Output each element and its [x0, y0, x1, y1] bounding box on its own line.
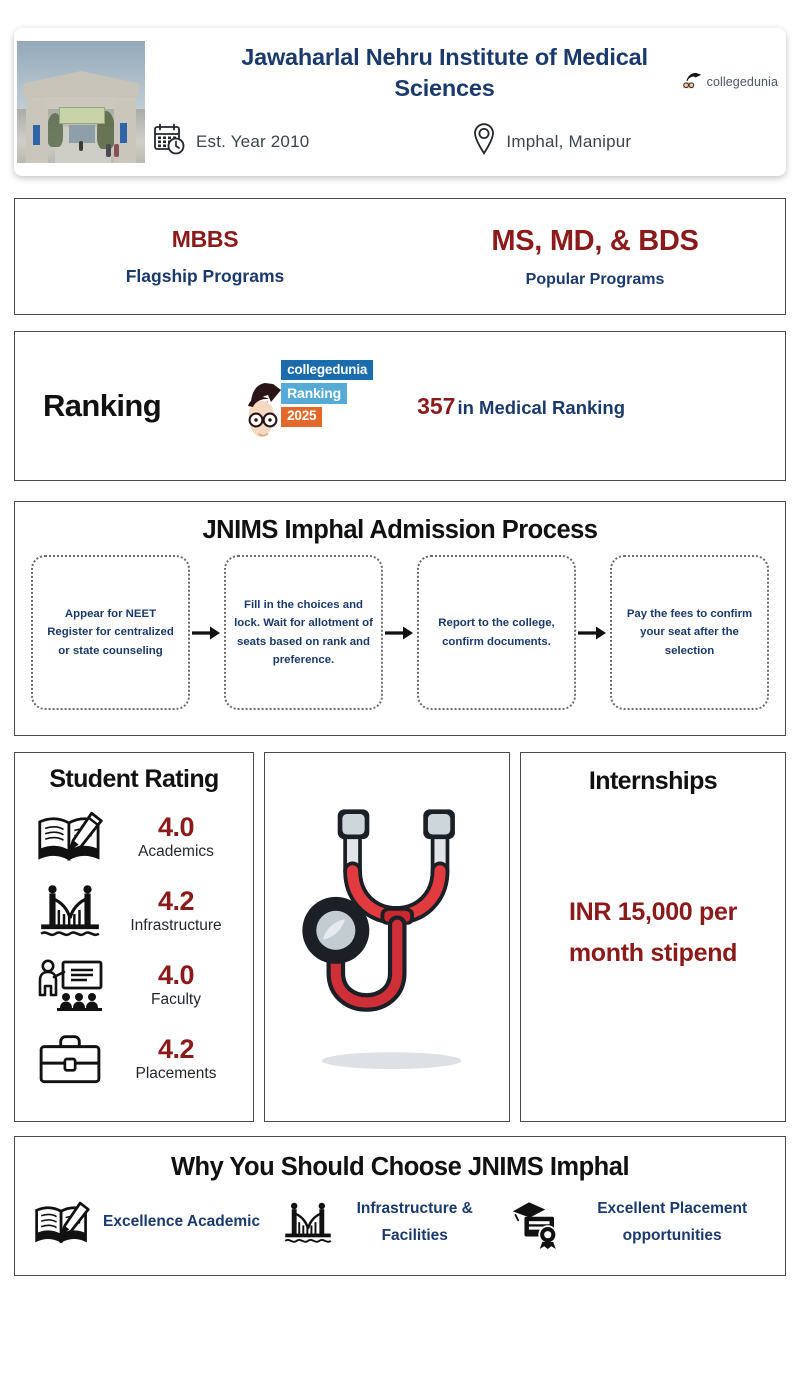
- rating-score-placements: 4.2: [157, 1034, 195, 1065]
- briefcase-icon: [29, 1032, 111, 1086]
- middle-row: [14, 752, 786, 1122]
- college-header-card: [14, 28, 786, 176]
- popular-program-label: Popular Programs: [525, 270, 665, 288]
- page-title: Jawaharlal Nehru Institute of Medical Sciences: [241, 44, 648, 102]
- ranking-stat: [417, 393, 625, 420]
- bridge-icon: [29, 883, 111, 939]
- rating-score-faculty: 4.0: [157, 960, 195, 991]
- infographic-page: [0, 28, 800, 1379]
- stethoscope-illustration-card: [264, 752, 510, 1122]
- admission-step-2-text: Fill in the choices and lock. Wait for allotment of seats based on rank and preference.: [234, 598, 373, 666]
- open-book-pencil-icon: [29, 810, 111, 864]
- open-book-pencil-icon: [33, 1200, 91, 1246]
- flagship-program-value: MBBS: [171, 226, 239, 252]
- brand-name: collegedunia: [706, 75, 778, 89]
- ranking-badge-labels: [281, 360, 373, 427]
- rating-label-academics: Academics: [138, 842, 214, 860]
- student-rating-title: Student Rating: [49, 765, 219, 793]
- ranking-badge: [237, 360, 368, 452]
- calendar-clock-icon: [153, 123, 187, 160]
- admission-step-4-text: Pay the fees to confirm your seat after the selection: [626, 607, 753, 657]
- stethoscope-illustration: [280, 780, 494, 1095]
- why-choose-card: [14, 1136, 786, 1276]
- ranking-number: 357: [417, 392, 456, 419]
- rating-row-faculty: [29, 948, 239, 1022]
- badge-year-chip: 2025: [281, 407, 322, 427]
- badge-ranking-chip: Ranking: [281, 383, 347, 404]
- established-info: [153, 123, 309, 160]
- rating-score-infrastructure: 4.2: [157, 886, 195, 917]
- campus-photo: [17, 41, 145, 163]
- admission-process-title: JNIMS Imphal Admission Process: [202, 516, 598, 544]
- established-year: Est. Year 2010: [196, 131, 310, 151]
- rating-row-infrastructure: [29, 874, 239, 948]
- graduate-cap-icon: [681, 72, 703, 92]
- ranking-card: [14, 331, 786, 481]
- flow-arrow-1-icon: [190, 625, 224, 641]
- why-choose-items: [15, 1196, 785, 1249]
- teacher-classroom-icon: [29, 958, 111, 1012]
- popular-program-block: [405, 225, 785, 289]
- rating-label-placements: Placements: [135, 1064, 217, 1082]
- why-choose-title: Why You Should Choose JNIMS Imphal: [170, 1153, 630, 1181]
- student-rating-card: [14, 752, 254, 1122]
- programs-card: [14, 198, 786, 315]
- admission-step-3-text: Report to the college, confirm documents.: [438, 617, 555, 648]
- admission-step-2: [224, 555, 383, 710]
- location-info: [471, 122, 631, 161]
- why-item-academic: [33, 1200, 260, 1246]
- internships-card: [520, 752, 786, 1122]
- flagship-program-block: [15, 226, 405, 287]
- popular-program-value: MS, MD, & BDS: [491, 224, 699, 257]
- location-text: Imphal, Manipur: [506, 131, 632, 151]
- header-meta-row: [145, 122, 786, 161]
- rating-row-placements: [29, 1022, 239, 1096]
- certificate-cap-icon: [509, 1197, 565, 1249]
- why-item-placement-text: Excellent Placement opportunities: [597, 1200, 748, 1244]
- rating-label-infrastructure: Infrastructure: [130, 916, 222, 934]
- ranking-category: in Medical Ranking: [457, 396, 626, 418]
- rating-label-faculty: Faculty: [151, 990, 201, 1008]
- why-item-placement: [509, 1196, 767, 1249]
- flow-arrow-2-icon: [383, 625, 417, 641]
- collegedunia-logo: [681, 72, 778, 92]
- badge-brand-chip: collegedunia: [281, 360, 373, 380]
- internships-stipend: INR 15,000 per month stipend: [568, 898, 738, 967]
- rating-score-academics: 4.0: [157, 812, 195, 843]
- admission-step-3: [417, 555, 576, 710]
- why-item-infrastructure-text: Infrastructure & Facilities: [356, 1200, 473, 1244]
- admission-step-1-text: Appear for NEET Register for centralized or state counseling: [47, 607, 174, 657]
- admission-step-1: [31, 555, 190, 710]
- ranking-heading: Ranking: [43, 388, 162, 423]
- admission-process-card: [14, 501, 786, 736]
- bridge-icon: [282, 1200, 334, 1246]
- internships-title: Internships: [588, 767, 718, 795]
- location-pin-icon: [471, 122, 497, 161]
- admission-flow: [25, 555, 775, 710]
- why-item-academic-text: Excellence Academic: [103, 1213, 261, 1231]
- admission-step-4: [610, 555, 769, 710]
- rating-row-academics: [29, 800, 239, 874]
- why-item-infrastructure: [282, 1196, 483, 1249]
- flow-arrow-3-icon: [576, 625, 610, 641]
- flagship-program-label: Flagship Programs: [125, 266, 285, 286]
